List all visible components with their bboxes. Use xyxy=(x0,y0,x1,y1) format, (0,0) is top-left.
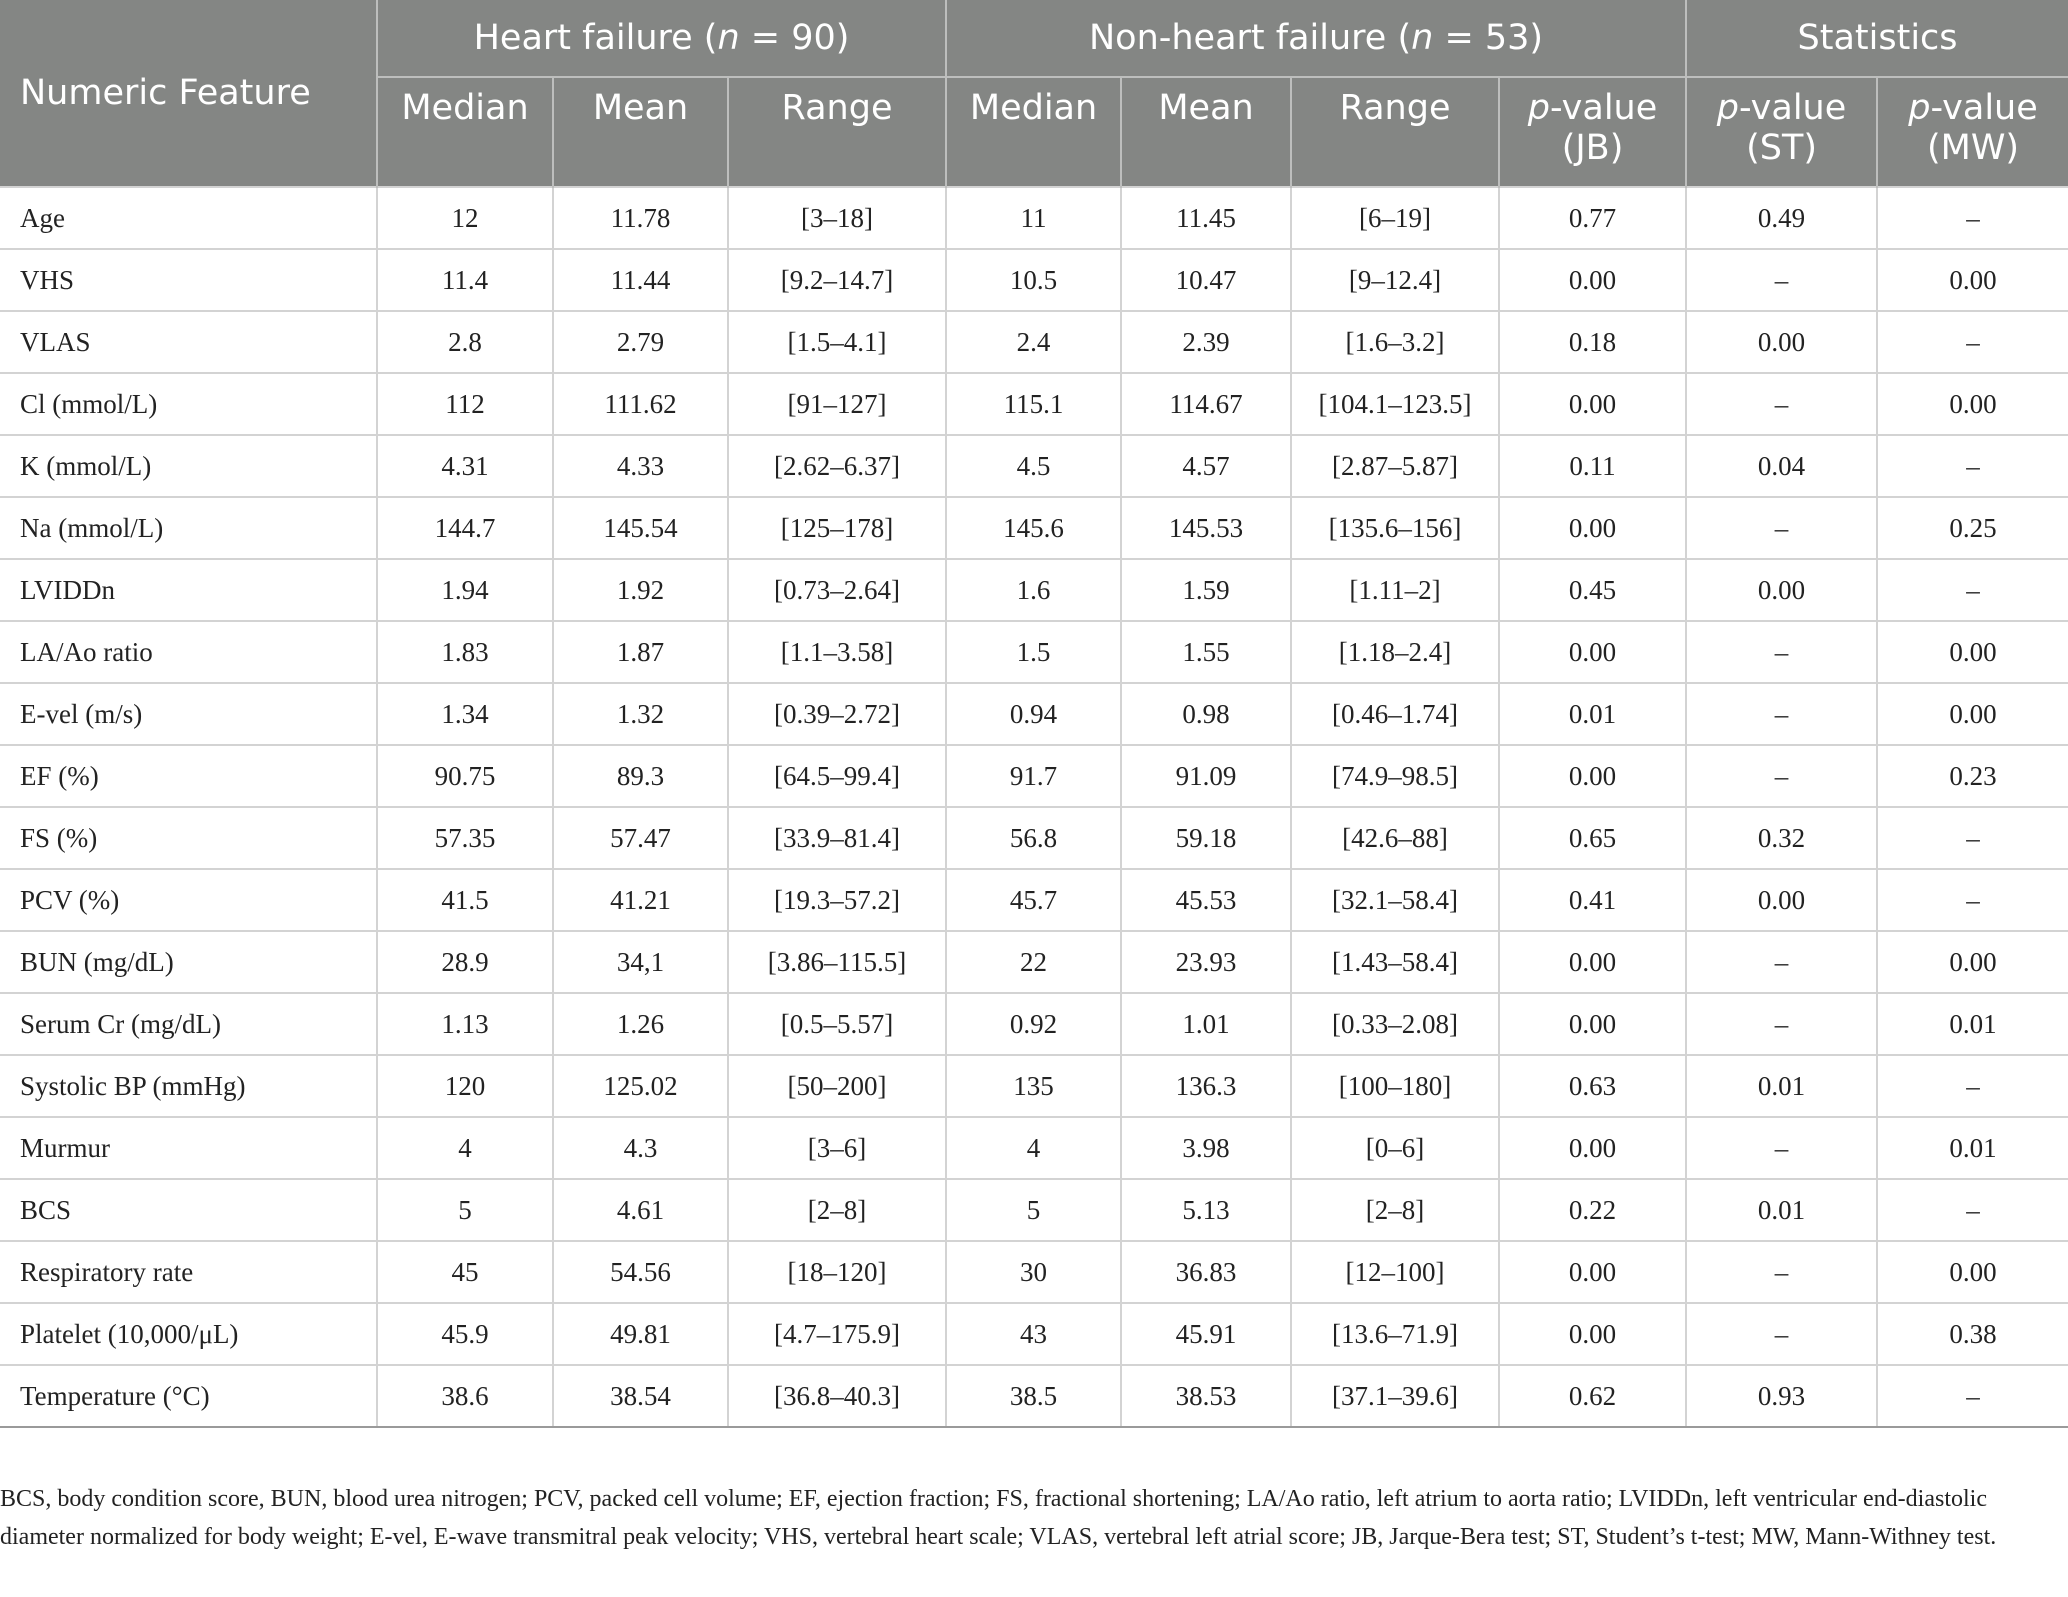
cell-hf-mean: 89.3 xyxy=(553,745,728,807)
table-row xyxy=(0,1055,2068,1117)
cell-p-jb: 0.00 xyxy=(1499,373,1686,435)
table-row xyxy=(0,311,2068,373)
cell-nhf-median: 135 xyxy=(946,1055,1121,1117)
cell-p-mw: – xyxy=(1877,1179,2068,1241)
table-row xyxy=(0,931,2068,993)
cell-hf-mean: 11.44 xyxy=(553,249,728,311)
cell-hf-range: [9.2–14.7] xyxy=(728,249,946,311)
cell-hf-range: [64.5–99.4] xyxy=(728,745,946,807)
cell-name: FS (%) xyxy=(0,807,377,869)
cell-p-jb: 0.00 xyxy=(1499,1241,1686,1303)
cell-nhf-median: 45.7 xyxy=(946,869,1121,931)
cell-nhf-median: 4.5 xyxy=(946,435,1121,497)
header-row-groups xyxy=(0,0,2068,77)
cell-hf-mean: 111.62 xyxy=(553,373,728,435)
cell-p-mw: 0.23 xyxy=(1877,745,2068,807)
cell-name: Murmur xyxy=(0,1117,377,1179)
cell-p-jb: 0.18 xyxy=(1499,311,1686,373)
cell-nhf-median: 11 xyxy=(946,187,1121,249)
cell-p-st: – xyxy=(1686,1303,1877,1365)
table-row xyxy=(0,1365,2068,1427)
cell-nhf-mean: 145.53 xyxy=(1121,497,1291,559)
cell-hf-mean: 11.78 xyxy=(553,187,728,249)
cell-p-mw: 0.01 xyxy=(1877,1117,2068,1179)
cell-p-jb: 0.65 xyxy=(1499,807,1686,869)
cell-hf-range: [1.5–4.1] xyxy=(728,311,946,373)
cell-name: Respiratory rate xyxy=(0,1241,377,1303)
cell-p-jb: 0.00 xyxy=(1499,993,1686,1055)
table-footnote: BCS, body condition score, BUN, blood urea nitrogen; PCV, packed cell volume; EF, ejection fraction; FS, fractional shortening; LA/Ao ratio, left atrium to aorta ratio; LVIDDn, left ventricular end-diastolic diameter normalized for body weight; E-vel, E-wave transmitral peak velocity; VHS, vertebral heart scale; VLAS, vertebral left atrial score; JB, Jarque-Bera test; ST, Student’s t-test; MW, Mann-Withney test. xyxy=(0,1486,1997,1550)
header-hf-mean: Mean xyxy=(553,77,728,187)
cell-nhf-mean: 2.39 xyxy=(1121,311,1291,373)
table-row xyxy=(0,745,2068,807)
cell-p-st: 0.01 xyxy=(1686,1055,1877,1117)
cell-nhf-mean: 114.67 xyxy=(1121,373,1291,435)
cell-nhf-median: 56.8 xyxy=(946,807,1121,869)
cell-p-mw: – xyxy=(1877,311,2068,373)
cell-nhf-median: 4 xyxy=(946,1117,1121,1179)
cell-hf-mean: 1.32 xyxy=(553,683,728,745)
cell-p-st: – xyxy=(1686,683,1877,745)
cell-p-st: 0.00 xyxy=(1686,559,1877,621)
cell-p-st: – xyxy=(1686,1241,1877,1303)
cell-hf-median: 1.13 xyxy=(377,993,553,1055)
cell-hf-range: [125–178] xyxy=(728,497,946,559)
table-row xyxy=(0,683,2068,745)
cell-p-jb: 0.41 xyxy=(1499,869,1686,931)
cell-hf-mean: 57.47 xyxy=(553,807,728,869)
header-pvalue-jb: p-value (JB) xyxy=(1499,77,1686,187)
cell-hf-median: 120 xyxy=(377,1055,553,1117)
cell-hf-range: [91–127] xyxy=(728,373,946,435)
header-pvalue-mw: p-value (MW) xyxy=(1877,77,2068,187)
cell-p-mw: 0.00 xyxy=(1877,931,2068,993)
cell-p-st: – xyxy=(1686,993,1877,1055)
cell-nhf-range: [0.46–1.74] xyxy=(1291,683,1499,745)
cell-p-st: 0.00 xyxy=(1686,869,1877,931)
cell-hf-median: 1.94 xyxy=(377,559,553,621)
cell-nhf-range: [0.33–2.08] xyxy=(1291,993,1499,1055)
cell-name: Platelet (10,000/μL) xyxy=(0,1303,377,1365)
cell-p-st: 0.01 xyxy=(1686,1179,1877,1241)
header-group-heart-failure: Heart failure (n = 90) xyxy=(377,0,946,77)
cell-hf-range: [3–18] xyxy=(728,187,946,249)
cell-p-jb: 0.77 xyxy=(1499,187,1686,249)
cell-nhf-mean: 38.53 xyxy=(1121,1365,1291,1427)
cell-p-st: – xyxy=(1686,931,1877,993)
table-body xyxy=(0,187,2068,1427)
cell-nhf-range: [1.43–58.4] xyxy=(1291,931,1499,993)
cell-hf-median: 2.8 xyxy=(377,311,553,373)
cell-name: EF (%) xyxy=(0,745,377,807)
cell-hf-median: 144.7 xyxy=(377,497,553,559)
cell-name: VLAS xyxy=(0,311,377,373)
cell-hf-median: 38.6 xyxy=(377,1365,553,1427)
cell-name: Systolic BP (mmHg) xyxy=(0,1055,377,1117)
cell-name: E-vel (m/s) xyxy=(0,683,377,745)
cell-name: K (mmol/L) xyxy=(0,435,377,497)
table-header xyxy=(0,0,2068,187)
cell-name: Temperature (°C) xyxy=(0,1365,377,1427)
cell-name: Cl (mmol/L) xyxy=(0,373,377,435)
cell-p-jb: 0.00 xyxy=(1499,745,1686,807)
cell-nhf-mean: 1.01 xyxy=(1121,993,1291,1055)
cell-hf-mean: 125.02 xyxy=(553,1055,728,1117)
cell-hf-range: [36.8–40.3] xyxy=(728,1365,946,1427)
cell-nhf-range: [74.9–98.5] xyxy=(1291,745,1499,807)
cell-nhf-median: 5 xyxy=(946,1179,1121,1241)
cell-hf-median: 12 xyxy=(377,187,553,249)
cell-nhf-median: 43 xyxy=(946,1303,1121,1365)
cell-hf-range: [33.9–81.4] xyxy=(728,807,946,869)
cell-p-st: 0.49 xyxy=(1686,187,1877,249)
cell-name: BUN (mg/dL) xyxy=(0,931,377,993)
cell-hf-mean: 38.54 xyxy=(553,1365,728,1427)
cell-p-jb: 0.22 xyxy=(1499,1179,1686,1241)
cell-nhf-median: 1.5 xyxy=(946,621,1121,683)
cell-nhf-range: [0–6] xyxy=(1291,1117,1499,1179)
cell-nhf-range: [32.1–58.4] xyxy=(1291,869,1499,931)
cell-hf-mean: 1.87 xyxy=(553,621,728,683)
cell-p-jb: 0.00 xyxy=(1499,1117,1686,1179)
cell-name: PCV (%) xyxy=(0,869,377,931)
table-row xyxy=(0,1117,2068,1179)
cell-p-mw: 0.00 xyxy=(1877,683,2068,745)
header-numeric-feature: Numeric Feature xyxy=(0,0,377,187)
cell-hf-median: 45.9 xyxy=(377,1303,553,1365)
cell-p-mw: 0.00 xyxy=(1877,249,2068,311)
header-hf-range: Range xyxy=(728,77,946,187)
cell-p-mw: – xyxy=(1877,187,2068,249)
cell-nhf-mean: 0.98 xyxy=(1121,683,1291,745)
table-row xyxy=(0,187,2068,249)
cell-nhf-range: [13.6–71.9] xyxy=(1291,1303,1499,1365)
cell-nhf-range: [12–100] xyxy=(1291,1241,1499,1303)
cell-hf-mean: 4.61 xyxy=(553,1179,728,1241)
cell-name: Na (mmol/L) xyxy=(0,497,377,559)
cell-p-mw: 0.25 xyxy=(1877,497,2068,559)
cell-p-jb: 0.00 xyxy=(1499,931,1686,993)
cell-nhf-median: 115.1 xyxy=(946,373,1121,435)
table-row xyxy=(0,497,2068,559)
cell-p-mw: – xyxy=(1877,807,2068,869)
cell-p-st: – xyxy=(1686,373,1877,435)
cell-nhf-median: 22 xyxy=(946,931,1121,993)
cell-name: LA/Ao ratio xyxy=(0,621,377,683)
cell-hf-median: 4.31 xyxy=(377,435,553,497)
cell-p-st: – xyxy=(1686,621,1877,683)
cell-p-mw: 0.00 xyxy=(1877,1241,2068,1303)
cell-name: BCS xyxy=(0,1179,377,1241)
cell-p-jb: 0.01 xyxy=(1499,683,1686,745)
cell-p-st: – xyxy=(1686,1117,1877,1179)
cell-p-st: – xyxy=(1686,497,1877,559)
cell-hf-mean: 145.54 xyxy=(553,497,728,559)
cell-nhf-range: [42.6–88] xyxy=(1291,807,1499,869)
cell-p-mw: 0.01 xyxy=(1877,993,2068,1055)
cell-nhf-mean: 3.98 xyxy=(1121,1117,1291,1179)
cell-p-jb: 0.62 xyxy=(1499,1365,1686,1427)
cell-p-mw: – xyxy=(1877,1365,2068,1427)
cell-nhf-range: [6–19] xyxy=(1291,187,1499,249)
cell-p-jb: 0.00 xyxy=(1499,249,1686,311)
cell-hf-mean: 41.21 xyxy=(553,869,728,931)
cell-p-mw: – xyxy=(1877,1055,2068,1117)
cell-name: VHS xyxy=(0,249,377,311)
header-pvalue-st: p-value (ST) xyxy=(1686,77,1877,187)
cell-nhf-mean: 45.91 xyxy=(1121,1303,1291,1365)
cell-p-st: 0.93 xyxy=(1686,1365,1877,1427)
cell-hf-range: [18–120] xyxy=(728,1241,946,1303)
cell-p-jb: 0.00 xyxy=(1499,497,1686,559)
cell-hf-median: 5 xyxy=(377,1179,553,1241)
cell-p-jb: 0.45 xyxy=(1499,559,1686,621)
cell-hf-median: 45 xyxy=(377,1241,553,1303)
cell-nhf-median: 91.7 xyxy=(946,745,1121,807)
cell-hf-range: [1.1–3.58] xyxy=(728,621,946,683)
cell-hf-range: [4.7–175.9] xyxy=(728,1303,946,1365)
cell-nhf-median: 145.6 xyxy=(946,497,1121,559)
cell-hf-mean: 49.81 xyxy=(553,1303,728,1365)
cell-nhf-mean: 10.47 xyxy=(1121,249,1291,311)
cell-nhf-median: 0.92 xyxy=(946,993,1121,1055)
cell-hf-range: [3.86–115.5] xyxy=(728,931,946,993)
cell-hf-median: 90.75 xyxy=(377,745,553,807)
cell-p-mw: 0.00 xyxy=(1877,373,2068,435)
cell-p-mw: – xyxy=(1877,559,2068,621)
cell-hf-mean: 2.79 xyxy=(553,311,728,373)
cell-p-jb: 0.11 xyxy=(1499,435,1686,497)
cell-hf-range: [2–8] xyxy=(728,1179,946,1241)
cell-name: Serum Cr (mg/dL) xyxy=(0,993,377,1055)
cell-name: Age xyxy=(0,187,377,249)
cell-hf-median: 28.9 xyxy=(377,931,553,993)
cell-nhf-mean: 5.13 xyxy=(1121,1179,1291,1241)
cell-nhf-range: [2–8] xyxy=(1291,1179,1499,1241)
cell-p-st: 0.00 xyxy=(1686,311,1877,373)
header-hf-median: Median xyxy=(377,77,553,187)
cell-nhf-median: 2.4 xyxy=(946,311,1121,373)
cell-p-st: – xyxy=(1686,745,1877,807)
cell-p-mw: – xyxy=(1877,869,2068,931)
cell-p-mw: 0.38 xyxy=(1877,1303,2068,1365)
header-nhf-range: Range xyxy=(1291,77,1499,187)
cell-nhf-mean: 91.09 xyxy=(1121,745,1291,807)
cell-p-jb: 0.63 xyxy=(1499,1055,1686,1117)
cell-hf-median: 4 xyxy=(377,1117,553,1179)
cell-hf-median: 41.5 xyxy=(377,869,553,931)
cell-nhf-range: [9–12.4] xyxy=(1291,249,1499,311)
cell-hf-range: [0.39–2.72] xyxy=(728,683,946,745)
cell-p-mw: 0.00 xyxy=(1877,621,2068,683)
cell-nhf-range: [1.11–2] xyxy=(1291,559,1499,621)
cell-hf-range: [2.62–6.37] xyxy=(728,435,946,497)
cell-hf-mean: 4.33 xyxy=(553,435,728,497)
cell-hf-median: 11.4 xyxy=(377,249,553,311)
table-row xyxy=(0,1241,2068,1303)
table-row xyxy=(0,249,2068,311)
cell-nhf-median: 30 xyxy=(946,1241,1121,1303)
cell-p-st: – xyxy=(1686,249,1877,311)
cell-nhf-mean: 23.93 xyxy=(1121,931,1291,993)
cell-hf-range: [0.5–5.57] xyxy=(728,993,946,1055)
cell-nhf-mean: 1.59 xyxy=(1121,559,1291,621)
header-group-statistics: Statistics xyxy=(1686,0,2068,77)
table-row xyxy=(0,869,2068,931)
cell-hf-median: 57.35 xyxy=(377,807,553,869)
cell-nhf-median: 10.5 xyxy=(946,249,1121,311)
cell-hf-mean: 1.92 xyxy=(553,559,728,621)
cell-hf-mean: 4.3 xyxy=(553,1117,728,1179)
cell-hf-mean: 1.26 xyxy=(553,993,728,1055)
cell-nhf-range: [1.6–3.2] xyxy=(1291,311,1499,373)
table-row xyxy=(0,559,2068,621)
cell-hf-median: 112 xyxy=(377,373,553,435)
table-row xyxy=(0,373,2068,435)
table-row xyxy=(0,621,2068,683)
table-row xyxy=(0,1179,2068,1241)
cell-nhf-mean: 11.45 xyxy=(1121,187,1291,249)
cell-nhf-mean: 1.55 xyxy=(1121,621,1291,683)
cell-p-st: 0.32 xyxy=(1686,807,1877,869)
cell-nhf-median: 1.6 xyxy=(946,559,1121,621)
table-row xyxy=(0,807,2068,869)
cell-nhf-range: [135.6–156] xyxy=(1291,497,1499,559)
cell-nhf-range: [1.18–2.4] xyxy=(1291,621,1499,683)
cell-hf-median: 1.34 xyxy=(377,683,553,745)
cell-hf-median: 1.83 xyxy=(377,621,553,683)
cell-p-jb: 0.00 xyxy=(1499,1303,1686,1365)
table-row xyxy=(0,993,2068,1055)
cell-nhf-mean: 59.18 xyxy=(1121,807,1291,869)
header-group-non-heart-failure: Non-heart failure (n = 53) xyxy=(946,0,1686,77)
cell-p-st: 0.04 xyxy=(1686,435,1877,497)
cell-nhf-range: [104.1–123.5] xyxy=(1291,373,1499,435)
cell-nhf-mean: 4.57 xyxy=(1121,435,1291,497)
cell-nhf-range: [2.87–5.87] xyxy=(1291,435,1499,497)
cell-nhf-mean: 45.53 xyxy=(1121,869,1291,931)
cell-nhf-median: 0.94 xyxy=(946,683,1121,745)
cell-p-mw: – xyxy=(1877,435,2068,497)
header-nhf-mean: Mean xyxy=(1121,77,1291,187)
cell-nhf-range: [37.1–39.6] xyxy=(1291,1365,1499,1427)
cell-hf-mean: 34,1 xyxy=(553,931,728,993)
header-nhf-median: Median xyxy=(946,77,1121,187)
cell-p-jb: 0.00 xyxy=(1499,621,1686,683)
cell-hf-range: [3–6] xyxy=(728,1117,946,1179)
table-row xyxy=(0,435,2068,497)
cell-nhf-mean: 36.83 xyxy=(1121,1241,1291,1303)
table-row xyxy=(0,1303,2068,1365)
cell-nhf-range: [100–180] xyxy=(1291,1055,1499,1117)
cell-hf-range: [19.3–57.2] xyxy=(728,869,946,931)
cell-hf-range: [50–200] xyxy=(728,1055,946,1117)
cell-hf-mean: 54.56 xyxy=(553,1241,728,1303)
cell-name: LVIDDn xyxy=(0,559,377,621)
cell-nhf-median: 38.5 xyxy=(946,1365,1121,1427)
cell-nhf-mean: 136.3 xyxy=(1121,1055,1291,1117)
cell-hf-range: [0.73–2.64] xyxy=(728,559,946,621)
